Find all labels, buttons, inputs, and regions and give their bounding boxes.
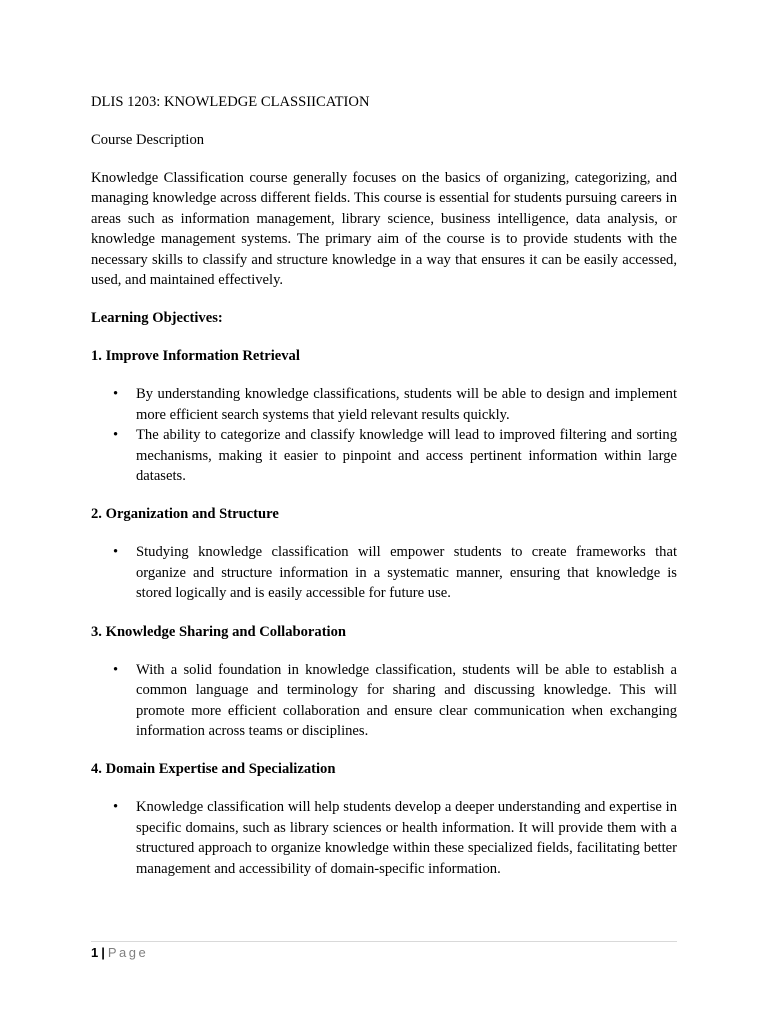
list-item-text: With a solid foundation in knowledge classification, students will be able to establish a common language and terminology for sharing and discussing knowledge. This will promote more efficient collaboration and ensure clear communication when exchanging information across teams or disciplines.	[136, 661, 677, 739]
list-item	[91, 660, 677, 742]
intro-paragraph: Knowledge Classification course generally focuses on the basics of organizing, categorizing, and managing knowledge across different fields. This course is essential for students pursuing careers in areas such as information management, library science, business intelligence, data analysis, or knowledge management systems. The primary aim of the course is to provide students with the necessary skills to classify and structure knowledge in a way that ensures it can be easily accessed, used, and maintained effectively.	[91, 170, 677, 289]
bullet-icon: •	[113, 799, 119, 816]
section-heading-1: 1. Improve Information Retrieval	[91, 348, 300, 365]
list-item-text: By understanding knowledge classifications, students will be able to design and implement more efficient search systems that yield relevant results quickly.	[136, 386, 677, 423]
bullet-list-3	[91, 660, 677, 742]
bullet-icon: •	[113, 544, 119, 561]
page-footer	[91, 941, 677, 962]
section-heading-2: 2. Organization and Structure	[91, 506, 279, 523]
list-item-text: Knowledge classification will help students develop a deeper understanding and expertise in specific domains, such as library sciences or health information. It will provide them with a structured approach to organize knowledge within these specialized fields, facilitating better management and accessibility of domain-specific information.	[136, 799, 677, 877]
bullet-list-4	[91, 797, 677, 879]
list-item	[91, 384, 677, 425]
footer-separator: |	[101, 945, 105, 960]
list-item-text: The ability to categorize and classify knowledge will lead to improved filtering and sorting mechanisms, making it easier to pinpoint and access pertinent information within large datasets.	[136, 427, 677, 485]
objectives-heading: Learning Objectives:	[91, 310, 223, 327]
page-word: Page	[107, 945, 149, 960]
list-item-text: Studying knowledge classification will empower students to create frameworks that organize and structure information in a systematic manner, ensuring that knowledge is stored logically and is easily accessible for future use.	[136, 544, 677, 602]
list-item	[91, 542, 677, 603]
bullet-list-1	[91, 384, 677, 486]
document-page	[91, 92, 677, 897]
section-heading-4: 4. Domain Expertise and Specialization	[91, 761, 336, 778]
course-description-label: Course Description	[91, 132, 205, 148]
page-number: 1	[91, 945, 99, 960]
bullet-icon: •	[113, 427, 119, 444]
bullet-icon: •	[113, 661, 119, 678]
section-heading-3: 3. Knowledge Sharing and Collaboration	[91, 623, 347, 640]
list-item	[91, 797, 677, 879]
document-title: DLIS 1203: KNOWLEDGE CLASSIICATION	[91, 94, 370, 110]
list-item	[91, 425, 677, 486]
bullet-list-2	[91, 542, 677, 603]
bullet-icon: •	[113, 386, 119, 403]
